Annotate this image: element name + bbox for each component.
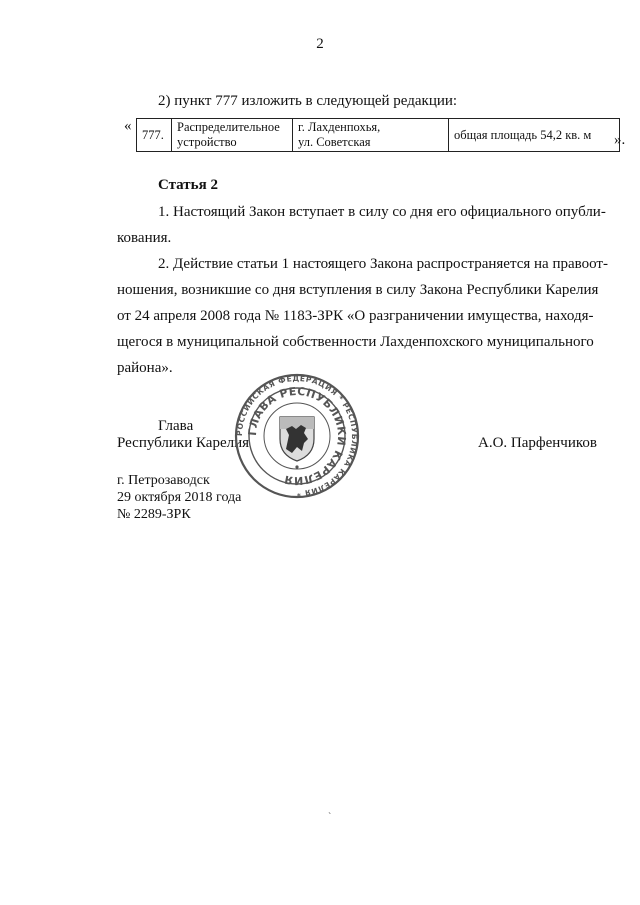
signing-city: г. Петрозаводск: [117, 473, 210, 488]
law-number: № 2289-ЗРК: [117, 507, 191, 522]
item-name-cell: [172, 119, 293, 152]
item-area-cell: [449, 119, 620, 152]
page-number: 2: [316, 36, 324, 52]
paragraph-line: района».: [117, 360, 173, 376]
item-area: общая площадь 54,2 кв. м: [454, 127, 592, 142]
paragraph-line: щегося в муниципальной собственности Лахденпохского муниципального: [117, 334, 594, 350]
amendment-intro: 2) пункт 777 изложить в следующей редакции:: [158, 93, 458, 109]
paragraph-line: 1. Настоящий Закон вступает в силу со дня его официального опубли-: [158, 204, 606, 220]
opening-quote: «: [124, 118, 132, 134]
paragraph-line: от 24 апреля 2008 года № 1183-ЗРК «О разграничении имущества, находя-: [117, 308, 594, 324]
table-row: [137, 119, 620, 152]
closing-quote: ».: [614, 132, 626, 148]
paragraph-line: кования.: [117, 230, 172, 246]
signatory-title-line: Республики Карелия: [117, 435, 250, 451]
paragraph-line: ношения, возникшие со дня вступления в силу Закона Республики Карелия: [117, 282, 599, 298]
signing-date: 29 октября 2018 года: [117, 490, 242, 505]
item-address-cell: [293, 119, 449, 152]
coat-of-arms-icon: [280, 417, 314, 469]
amendment-block: [124, 118, 634, 152]
signatory-title-line: Глава: [158, 418, 194, 434]
document-details: [117, 472, 241, 523]
amendment-table: [136, 118, 620, 152]
item-address-line: ул. Советская: [298, 135, 371, 149]
official-seal: [234, 373, 360, 499]
item-name-line: Распределительное: [177, 120, 280, 134]
signatory-name: А.О. Парфенчиков: [478, 435, 597, 451]
item-address-line: г. Лахденпохья,: [298, 120, 381, 134]
item-number: 777.: [142, 127, 164, 142]
item-name-line: устройство: [177, 135, 237, 149]
paragraph-line: 2. Действие статьи 1 настоящего Закона распространяется на правоот-: [158, 256, 608, 272]
item-number-cell: [137, 119, 172, 152]
scan-mark: `: [328, 812, 332, 823]
seal-inner-text: ГЛАВА РЕСПУБЛИКИ КАРЕЛИЯ: [245, 384, 349, 488]
article-title: Статья 2: [158, 177, 218, 193]
seal-outer-text: РОССИЙСКАЯ ФЕДЕРАЦИЯ * РЕСПУБЛИКА КАРЕЛИЯ *: [234, 373, 360, 499]
